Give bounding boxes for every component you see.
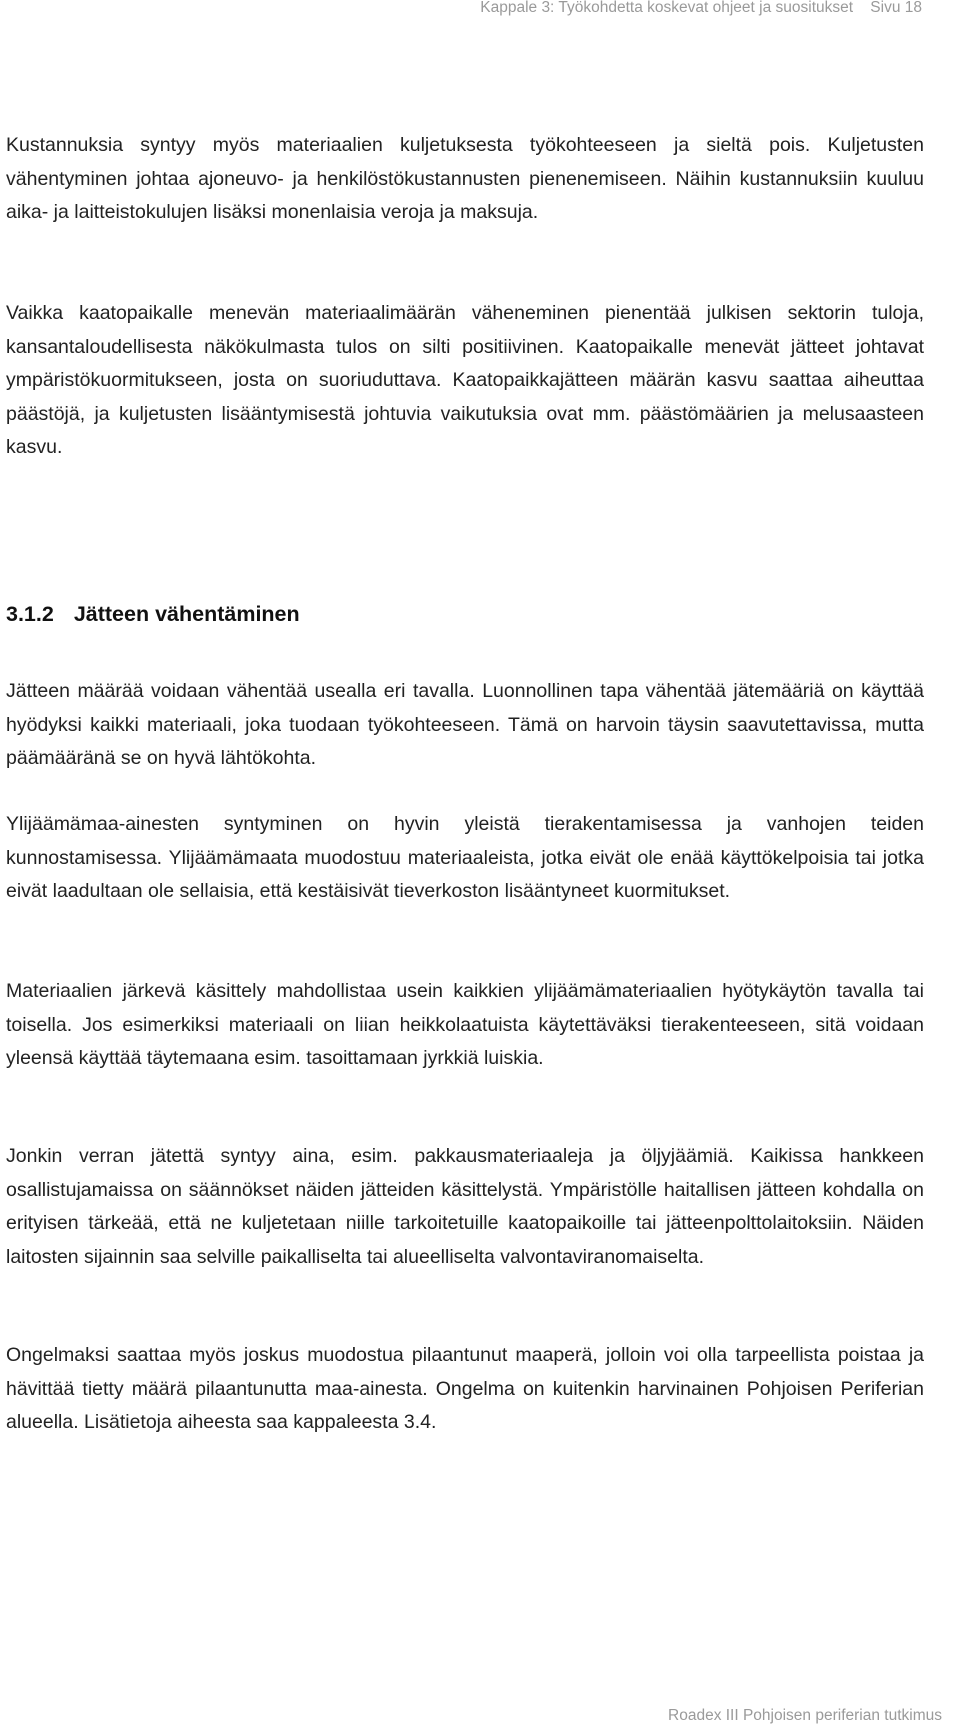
paragraph-4: Ylijäämämaa-ainesten syntyminen on hyvin yleistä tierakentamisessa ja vanhojen teiden kunnostamisessa. Ylijäämämaata muodostuu materiaaleista, jotka eivät ole enää käyttökelpoisia tai jotka eivät laadultaan ole sellaisia, että kestäisivät tieverkoston lisääntyneet kuormitukset.: [6, 813, 924, 903]
page-footer-text: Roadex III Pohjoisen periferian tutkimus: [668, 1707, 942, 1724]
paragraph-5-block: [6, 975, 924, 1076]
paragraph-1: Kustannuksia syntyy myös materiaalien kuljetuksesta työkohteeseen ja sieltä pois. Kuljetusten vähentyminen johtaa ajoneuvo- ja henkilöstökustannusten pienenemiseen. Näihin kustannuksiin kuuluu aika- ja laitteistokulujen lisäksi monenlaisia veroja ja maksuja.: [6, 134, 924, 224]
paragraph-7-block: [6, 1339, 924, 1440]
section-title: Jätteen vähentäminen: [73, 602, 300, 626]
section-heading-title: [6, 599, 924, 629]
section-heading: [6, 599, 924, 629]
paragraph-4-block: [6, 808, 924, 909]
paragraph-1-block: [6, 129, 924, 230]
page-header: [480, 0, 922, 16]
paragraph-6-block: [6, 1140, 924, 1274]
paragraph-2-block: [6, 297, 924, 465]
paragraph-5: Materiaalien järkevä käsittely mahdollistaa usein kaikkien ylijäämämateriaalien hyötykäytön tavalla tai toisella. Jos esimerkiksi materiaali on liian heikkolaatuista käytettäväksi tierakenteeseen, sitä voidaan yleensä käyttää täytemaana esim. tasoittamaan jyrkkiä luiskia.: [6, 980, 924, 1070]
paragraph-3-block: [6, 675, 924, 776]
section-number: 3.1.2: [6, 602, 54, 626]
paragraph-3: Jätteen määrää voidaan vähentää usealla eri tavalla. Luonnollinen tapa vähentää jätemääriä on käyttää hyödyksi kaikki materiaali, joka tuodaan työkohteeseen. Tämä on harvoin täysin saavutettavissa, mutta päämääränä se on hyvä lähtökohta.: [6, 680, 924, 770]
paragraph-7: Ongelmaksi saattaa myös joskus muodostua pilaantunut maaperä, jolloin voi olla tarpeellista poistaa ja hävittää tietty määrä pilaantunutta maa-ainesta. Ongelma on kuitenkin harvinainen Pohjoisen Periferian alueella. Lisätietoja aiheesta saa kappaleesta 3.4.: [6, 1344, 924, 1434]
paragraph-6: Jonkin verran jätettä syntyy aina, esim. pakkausmateriaaleja ja öljyjäämiä. Kaikissa hankkeen osallistujamaissa on säännökset näiden jätteiden käsittelystä. Ympäristölle haitallisen jätteen kohdalla on erityisen tärkeää, että ne kuljetetaan niille tarkoitetuille kaatopaikoille tai jätteenpolttolaitoksiin. Näiden laitosten sijainnin saa selville paikalliselta tai alueelliselta valvontaviranomaiselta.: [6, 1145, 924, 1268]
page-header-text: Kappale 3: Työkohdetta koskevat ohjeet ja suositukset Sivu 18: [480, 0, 922, 16]
paragraph-2: Vaikka kaatopaikalle menevän materiaalimäärän väheneminen pienentää julkisen sektorin tuloja, kansantaloudellisesta näkökulmasta tulos on silti positiivinen. Kaatopaikalle menevät jätteet johtavat ympäristökuormitukseen, josta on suoriuduttava. Kaatopaikkajätteen määrän kasvu saattaa aiheuttaa päästöjä, ja kuljetusten lisääntymisestä johtuvia vaikutuksia ovat mm. päästömäärien ja melusaasteen kasvu.: [6, 302, 924, 459]
page-footer: [668, 1708, 942, 1724]
